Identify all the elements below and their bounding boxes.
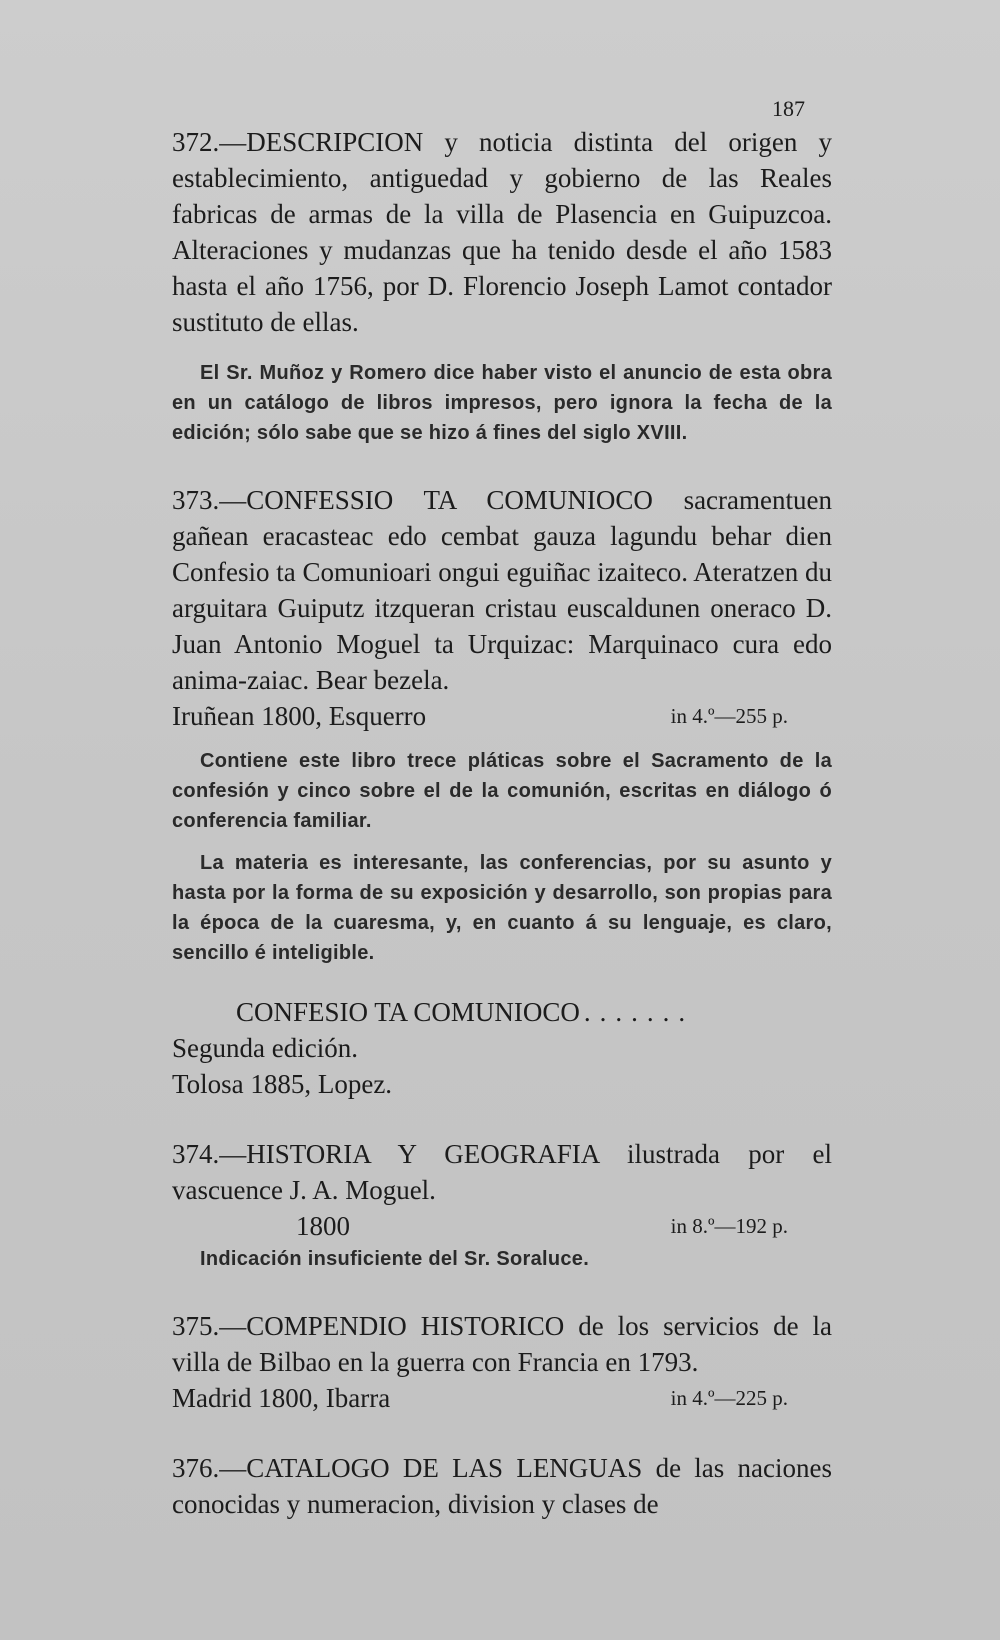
entry-372-note: El Sr. Muñoz y Romero dice haber visto el anuncio de esta obra en un catálogo de libros impresos, pero ignora la fecha de la edición; sólo sabe que se hizo á fines del siglo XVIII. [172,362,832,444]
imprint-format: in 8.º—192 p. [670,1214,788,1238]
imprint-place: Madrid 1800, Ibarra [172,1383,391,1413]
entry-376-description: .—CATALOGO DE LAS LENGUAS de las naciones conocidas y numeracion, division y clases de [172,1453,832,1519]
page-content [172,124,832,1522]
second-edition-label: Segunda edición. [172,1033,358,1063]
entry-number: 374 [172,1139,213,1169]
entry-373-note-2: La materia es interesante, las conferencias, por su asunto y hasta por la forma de su exposición y desarrollo, son propias para la época de la cuaresma, y, en cuanto á su lenguaje, es claro, sencillo é inteligible. [172,852,832,964]
entry-375-imprint [172,1380,832,1416]
entry-374-text [172,1136,832,1208]
entry-number: 372 [172,127,213,157]
second-edition-title-text: CONFESIO TA COMUNIOCO [236,997,580,1027]
entry-374-note: Indicación insuficiente del Sr. Soraluce. [200,1248,590,1270]
entry-375 [172,1308,832,1416]
entry-373 [172,482,832,1102]
entry-372 [172,124,832,448]
entry-373-note-1: Contiene este libro trece pláticas sobre el Sacramento de la confesión y cinco sobre el de la comunión, escritas en diálogo ó conferencia familiar. [172,750,832,832]
entry-376 [172,1450,832,1522]
entry-372-description: .—DESCRIPCION y noticia distinta del origen y establecimiento, antiguedad y gobierno de las Reales fabricas de armas de la villa de Plasencia en Guipuzcoa. Alteraciones y mudanzas que ha tenido desde el año 1583 hasta el año 1756, por D. Florencio Joseph Lamot contador sustituto de ellas. [172,127,832,337]
entry-373-description: .—CONFESSIO TA COMUNIOCO sacramentuen gañean eracasteac edo cembat gauza lagundu behar dien Confesio ta Comunioari ongui eguiñac izaiteco. Ateratzen du arguitara Guiputz itzqueran cristau euscaldunen oneraco D. Juan Antonio Moguel ta Urquizac: Marquinaco cura edo anima-zaiac. Bear bezela. [172,485,832,695]
imprint-place: 1800 [296,1211,350,1241]
imprint-format: in 4.º—225 p. [670,1386,788,1410]
entry-376-text [172,1450,832,1522]
imprint-place: Iruñean 1800, Esquerro [172,701,427,731]
entry-372-text [172,124,832,340]
entry-374-imprint [172,1208,832,1244]
second-edition-imprint: Tolosa 1885, Lopez. [172,1069,393,1099]
second-edition-title [172,994,832,1030]
imprint-format: in 4.º—255 p. [670,704,788,728]
entry-373-imprint [172,698,832,734]
entry-374 [172,1136,832,1274]
entry-number: 375 [172,1311,213,1341]
page-number: 187 [772,96,805,121]
entry-number: 373 [172,485,213,515]
entry-375-description: .—COMPENDIO HISTORICO de los servicios de la villa de Bilbao en la guerra con Francia en 1793. [172,1311,832,1377]
entry-374-description: .—HISTORIA Y GEOGRAFIA ilustrada por el vascuence J. A. Moguel. [172,1139,832,1205]
entry-number: 376 [172,1453,213,1483]
entry-373-text [172,482,832,698]
second-edition-dots: ....... [583,997,695,1027]
entry-375-text [172,1308,832,1380]
